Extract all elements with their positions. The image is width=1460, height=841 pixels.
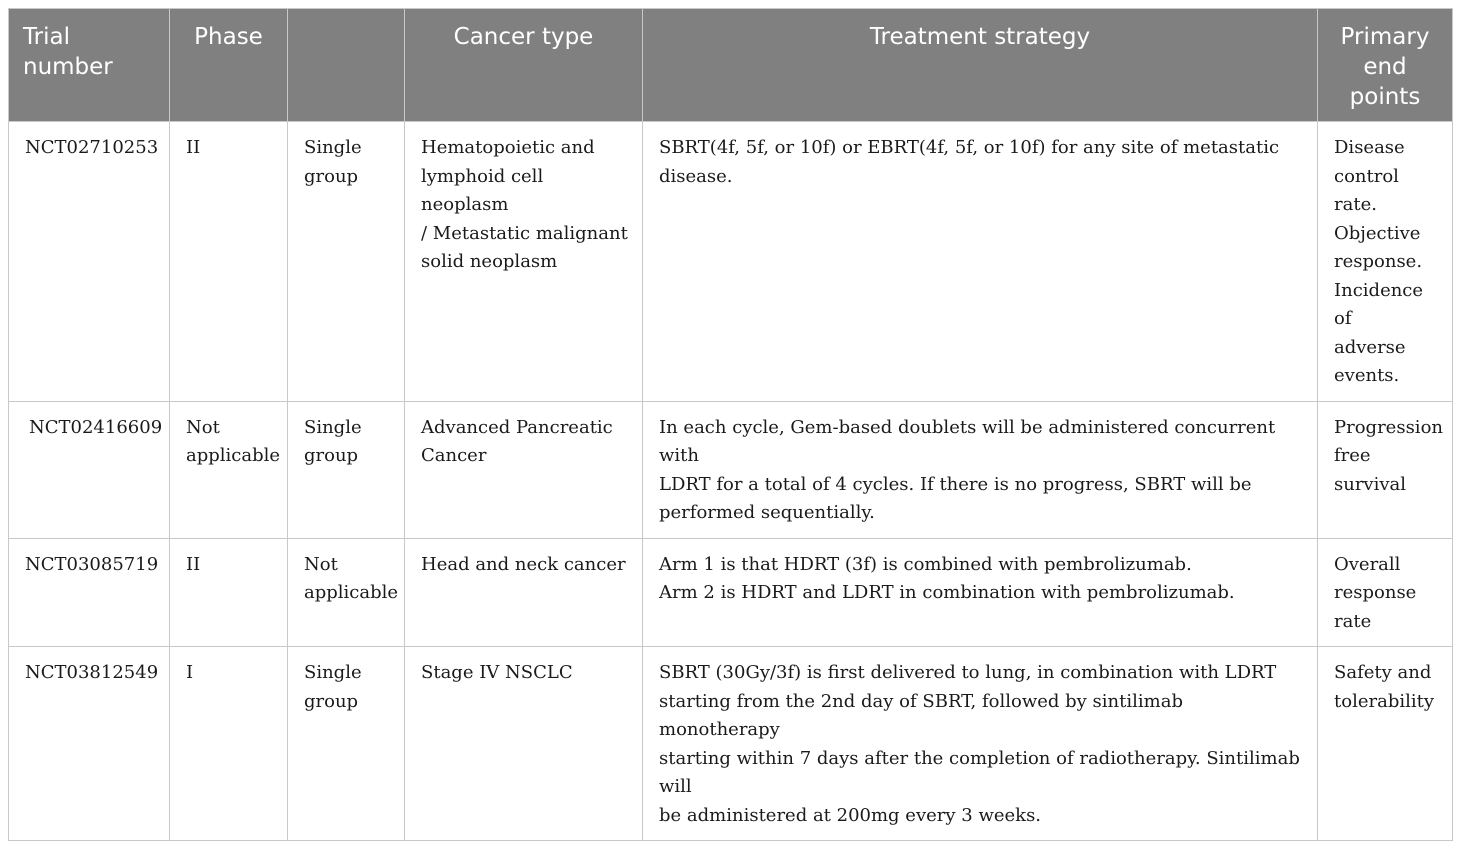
treatment-line: Arm 2 is HDRT and LDRT in combination with pembrolizumab. [659,582,1235,603]
design-cell [288,538,405,647]
end-points-line: free survival [1334,445,1407,495]
cancer-type-line: Hematopoietic and [421,137,595,158]
phase-line: applicable [186,445,281,466]
treatment-line: starting from the 2nd day of SBRT, followed by sintilimab monotherapy [659,690,1183,740]
end-points-line: rate [1334,610,1372,632]
design-cell [288,647,405,841]
end-points-line: Safety and [1334,662,1432,683]
treatment-line: Arm 1 is that HDRT (3f) is combined with pembrolizumab. [659,553,1192,575]
header-row [9,9,1453,122]
design-line: Not [304,553,338,575]
trial-number-cell: NCT03085719 [9,538,170,647]
phase-cell: II [170,538,288,647]
end-points-line: Disease [1334,137,1405,158]
end-points-cell [1318,647,1453,841]
table-row [9,401,1453,538]
treatment-line: SBRT(4f, 5f, or 10f) or EBRT(4f, 5f, or 10f) for any site of metastatic [659,137,1280,158]
trials-table [8,8,1453,841]
treatment-cell [643,401,1318,538]
end-points-line: tolerability [1334,690,1435,712]
cancer-type-line: Stage IV NSCLC [421,662,573,683]
design-line: applicable [304,582,399,603]
end-points-cell [1318,538,1453,647]
phase-cell [170,401,288,538]
end-points-line: Objective [1334,222,1421,244]
end-points-line: adverse [1334,336,1406,358]
header-design [288,9,405,122]
cancer-type-line: Advanced Pancreatic [421,416,613,438]
end-points-line: control rate. [1334,165,1399,215]
end-points-line: events. [1334,365,1400,386]
table-row [9,538,1453,647]
design-line: group [304,165,359,187]
design-cell [288,122,405,402]
treatment-line: SBRT (30Gy/3f) is first delivered to lung, in combination with LDRT [659,662,1277,683]
design-cell [288,401,405,538]
end-points-line: response. [1334,251,1423,272]
header-primary-end-points: Primary end points [1318,9,1453,122]
treatment-line: LDRT for a total of 4 cycles. If there is no progress, SBRT will be [659,473,1252,495]
design-line: group [304,445,359,466]
treatment-line: starting within 7 days after the completion of radiotherapy. Sintilimab will [659,747,1300,797]
treatment-cell [643,538,1318,647]
end-points-cell [1318,401,1453,538]
header-phase: Phase [170,9,288,122]
cancer-type-line: Head and neck cancer [421,553,626,575]
table-row [9,122,1453,402]
trial-number-cell: NCT02416609 [9,401,170,538]
cancer-type-line: Cancer [421,445,487,466]
cancer-type-cell [405,401,643,538]
treatment-cell [643,647,1318,841]
design-line: Single [304,416,362,438]
design-line: group [304,690,359,712]
phase-cell: II [170,122,288,402]
trial-number-cell: NCT02710253 [9,122,170,402]
header-cancer-type: Cancer type [405,9,643,122]
cancer-type-cell [405,538,643,647]
cancer-type-cell [405,647,643,841]
design-line: Single [304,662,362,683]
end-points-cell [1318,122,1453,402]
treatment-line: In each cycle, Gem-based doublets will be administered concurrent with [659,416,1276,466]
phase-line: Not [186,416,220,438]
design-line: Single [304,137,362,158]
trial-number-cell: NCT03812549 [9,647,170,841]
treatment-line: disease. [659,165,733,187]
header-treatment-strategy: Treatment strategy [643,9,1318,122]
table-row [9,647,1453,841]
cancer-type-line: / Metastatic malignant [421,222,628,244]
cancer-type-cell [405,122,643,402]
header-trial-number: Trial number [9,9,170,122]
cancer-type-line: solid neoplasm [421,251,558,272]
treatment-line: performed sequentially. [659,502,875,523]
phase-cell: I [170,647,288,841]
end-points-line: response [1334,582,1417,603]
end-points-line: Incidence of [1334,279,1424,329]
end-points-line: Overall [1334,553,1401,575]
treatment-cell [643,122,1318,402]
cancer-type-line: lymphoid cell neoplasm [421,165,544,215]
end-points-line: Progression [1334,416,1443,438]
treatment-line: be administered at 200mg every 3 weeks. [659,804,1042,826]
